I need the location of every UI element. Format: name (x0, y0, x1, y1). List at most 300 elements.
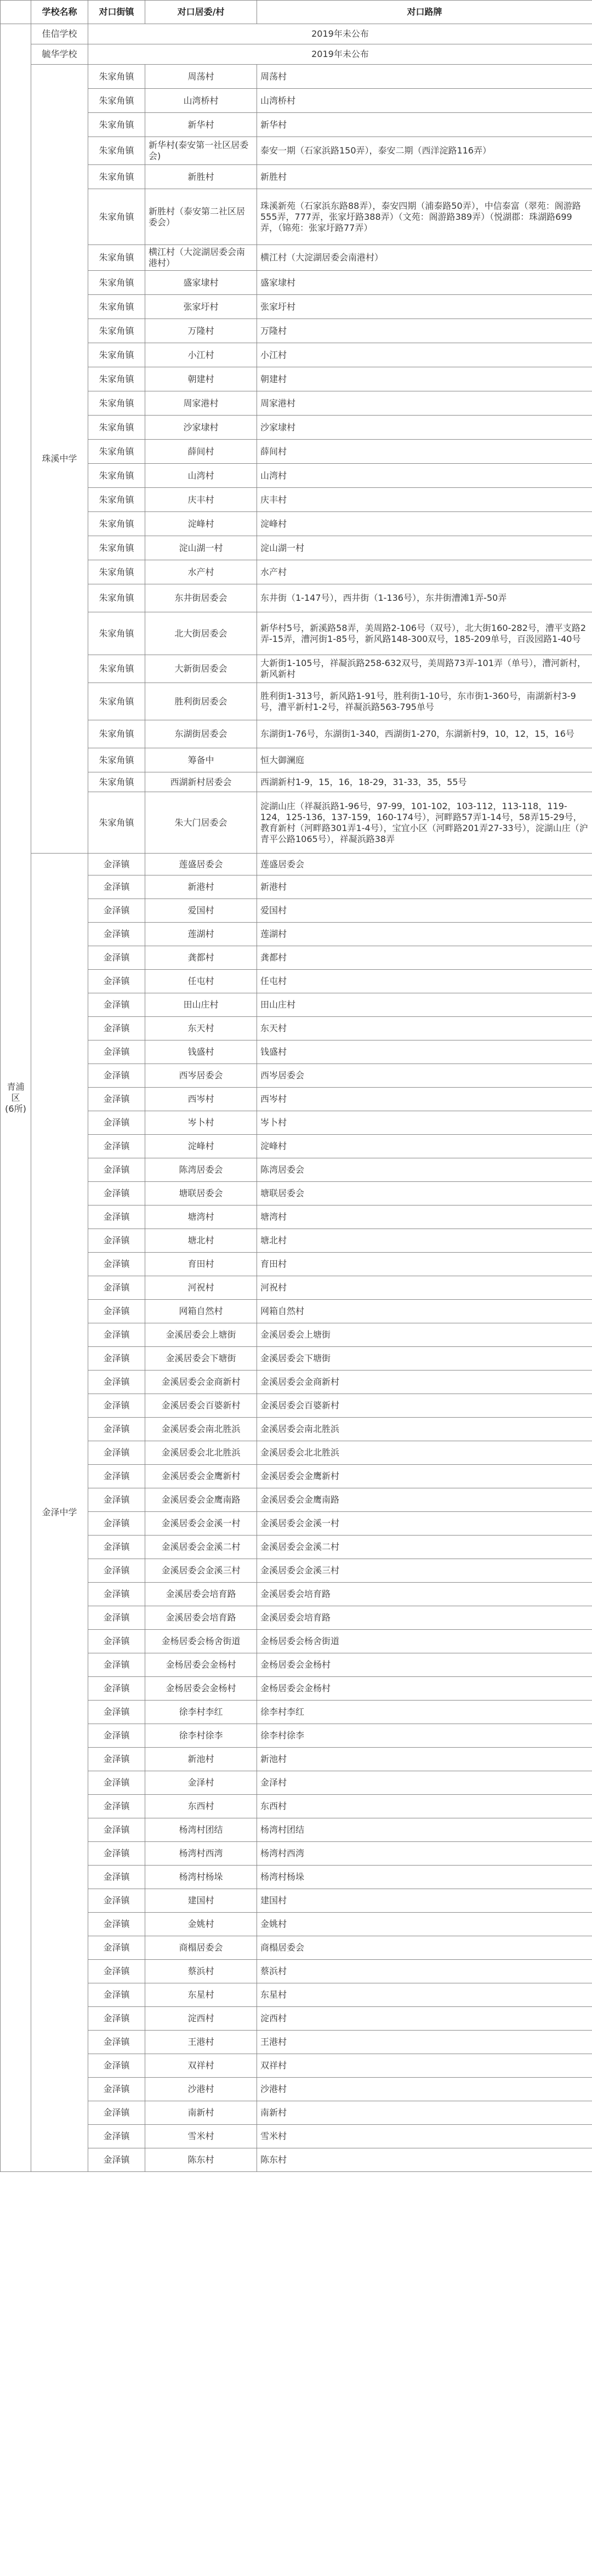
road-cell: 沙家埭村 (257, 416, 592, 440)
school-name: 佳信学校 (31, 24, 88, 44)
table-body (1, 24, 592, 2172)
road-cell: 杨湾村杨垛 (257, 1866, 592, 1889)
road-cell: 西岑居委会 (257, 1064, 592, 1088)
village-cell: 小江村 (145, 343, 257, 367)
village-cell: 金泽村 (145, 1771, 257, 1795)
village-cell: 东星村 (145, 1983, 257, 2007)
road-cell: 陈湾居委会 (257, 1158, 592, 1182)
village-cell: 王港村 (145, 2031, 257, 2054)
town-cell: 金泽镇 (88, 970, 145, 993)
town-cell: 金泽镇 (88, 1889, 145, 1913)
village-cell: 岑卜村 (145, 1111, 257, 1135)
town-cell: 金泽镇 (88, 1418, 145, 1441)
table-row (1, 970, 592, 993)
school-name: 珠溪中学 (31, 65, 88, 854)
table-row (1, 1441, 592, 1465)
town-cell: 朱家角镇 (88, 536, 145, 560)
road-cell: 商榻居委会 (257, 1936, 592, 1960)
village-cell: 淀山湖一村 (145, 536, 257, 560)
road-cell: 杨湾村西湾 (257, 1842, 592, 1866)
road-cell: 珠溪新苑（石家浜东路88弄），泰安四期（浦泰路50弄），中信泰富（翠苑：阁游路555弄，777弄，张家圩路388弄）（文苑：阁游路389弄）（悦湖郡：珠湖路699弄，（锦苑：张家圩路77弄） (257, 189, 592, 245)
town-cell: 金泽镇 (88, 1253, 145, 1276)
town-cell: 金泽镇 (88, 1088, 145, 1111)
road-cell: 爱国村 (257, 899, 592, 923)
town-cell: 金泽镇 (88, 1323, 145, 1347)
town-cell: 金泽镇 (88, 899, 145, 923)
town-cell: 金泽镇 (88, 2125, 145, 2148)
road-cell: 金杨居委会金杨村 (257, 1677, 592, 1701)
village-cell: 河祝村 (145, 1276, 257, 1300)
table-row (1, 137, 592, 165)
village-cell: 筹备中 (145, 748, 257, 772)
table-row (1, 2078, 592, 2101)
road-cell: 钱盛村 (257, 1040, 592, 1064)
town-cell: 金泽镇 (88, 1630, 145, 1653)
town-cell: 金泽镇 (88, 1111, 145, 1135)
table-row (1, 720, 592, 748)
table-row (1, 1182, 592, 1205)
town-cell: 金泽镇 (88, 1818, 145, 1842)
town-cell: 金泽镇 (88, 1795, 145, 1818)
table-row (1, 899, 592, 923)
village-cell: 塘联居委会 (145, 1182, 257, 1205)
road-cell: 建国村 (257, 1889, 592, 1913)
school-name: 金泽中学 (31, 854, 88, 2172)
village-cell: 育田村 (145, 1253, 257, 1276)
road-cell: 莲盛居委会 (257, 854, 592, 875)
town-cell: 朱家角镇 (88, 367, 145, 391)
road-cell: 万隆村 (257, 319, 592, 343)
table-row (1, 1253, 592, 1276)
village-cell: 商榻居委会 (145, 1936, 257, 1960)
road-cell: 东西村 (257, 1795, 592, 1818)
town-cell: 朱家角镇 (88, 65, 145, 89)
town-cell: 金泽镇 (88, 1205, 145, 1229)
table-row (1, 875, 592, 899)
village-cell: 水产村 (145, 560, 257, 584)
road-cell: 网箱自然村 (257, 1300, 592, 1323)
table-row (1, 165, 592, 189)
town-cell: 金泽镇 (88, 1135, 145, 1158)
road-cell: 陈东村 (257, 2148, 592, 2172)
road-cell: 大新街1-105号，祥凝浜路258-632双号，美周路73弄-101弄（单号），漕河新村，新风新村 (257, 655, 592, 683)
town-cell: 朱家角镇 (88, 189, 145, 245)
town-cell: 朱家角镇 (88, 89, 145, 113)
road-cell: 金溪居委会培育路 (257, 1606, 592, 1630)
village-cell: 金溪居委会金溪三村 (145, 1559, 257, 1583)
header-row (1, 1, 592, 24)
table-row (1, 1064, 592, 1088)
table-row (1, 1559, 592, 1583)
village-cell: 张家圩村 (145, 295, 257, 319)
table-row (1, 1488, 592, 1512)
table-row (1, 1465, 592, 1488)
road-cell: 金溪居委会培育路 (257, 1583, 592, 1606)
table-row (1, 24, 592, 44)
town-cell: 朱家角镇 (88, 137, 145, 165)
road-cell: 横江村（大淀湖居委会南港村） (257, 245, 592, 271)
table-row (1, 1323, 592, 1347)
town-cell: 金泽镇 (88, 1064, 145, 1088)
road-cell: 金姚村 (257, 1913, 592, 1936)
road-cell: 南新村 (257, 2101, 592, 2125)
town-cell: 金泽镇 (88, 1653, 145, 1677)
village-cell: 金姚村 (145, 1913, 257, 1936)
road-cell: 张家圩村 (257, 295, 592, 319)
town-cell: 金泽镇 (88, 2054, 145, 2078)
town-cell: 朱家角镇 (88, 683, 145, 720)
village-cell: 陈湾居委会 (145, 1158, 257, 1182)
table-row (1, 612, 592, 655)
table-row (1, 245, 592, 271)
road-cell: 东湖街1-76号，东湖街1-340，西湖街1-270，东湖新村9，10，12，15，16号 (257, 720, 592, 748)
town-cell: 金泽镇 (88, 1300, 145, 1323)
village-cell: 雪米村 (145, 2125, 257, 2148)
village-cell: 金杨居委会金杨村 (145, 1677, 257, 1701)
road-cell: 金溪居委会南北胜浜 (257, 1418, 592, 1441)
village-cell: 西岑居委会 (145, 1064, 257, 1088)
road-cell: 杨湾村团结 (257, 1818, 592, 1842)
table-row (1, 748, 592, 772)
road-cell: 淀峰村 (257, 512, 592, 536)
village-cell: 金溪居委会培育路 (145, 1606, 257, 1630)
table-row (1, 1913, 592, 1936)
town-cell: 金泽镇 (88, 2031, 145, 2054)
village-cell: 金溪居委会金溪一村 (145, 1512, 257, 1536)
village-cell: 横江村（大淀湖居委会南港村） (145, 245, 257, 271)
village-cell: 塘北村 (145, 1229, 257, 1253)
village-cell: 双祥村 (145, 2054, 257, 2078)
road-cell: 金溪居委会北北胜浜 (257, 1441, 592, 1465)
table-row (1, 113, 592, 137)
table-row (1, 792, 592, 854)
header-school: 学校名称 (31, 1, 88, 24)
road-cell: 王港村 (257, 2031, 592, 2054)
table-row (1, 1276, 592, 1300)
town-cell: 金泽镇 (88, 1936, 145, 1960)
road-cell: 金溪居委会金商新村 (257, 1371, 592, 1394)
road-cell: 西湖新村1-9，15，16，18-29，31-33，35，55号 (257, 772, 592, 792)
village-cell: 金溪居委会南北胜浜 (145, 1418, 257, 1441)
table-row (1, 2054, 592, 2078)
town-cell: 朱家角镇 (88, 772, 145, 792)
village-cell: 陈东村 (145, 2148, 257, 2172)
table-row (1, 295, 592, 319)
town-cell: 朱家角镇 (88, 245, 145, 271)
town-cell: 金泽镇 (88, 1677, 145, 1701)
village-cell: 淀西村 (145, 2007, 257, 2031)
town-cell: 朱家角镇 (88, 295, 145, 319)
table-row (1, 1347, 592, 1371)
road-cell: 蔡浜村 (257, 1960, 592, 1983)
village-cell: 新华村(泰安第一社区居委会) (145, 137, 257, 165)
table-row (1, 1606, 592, 1630)
road-cell: 金溪居委会上塘街 (257, 1323, 592, 1347)
road-cell: 盛家埭村 (257, 271, 592, 295)
village-cell: 淀峰村 (145, 512, 257, 536)
town-cell: 金泽镇 (88, 1536, 145, 1559)
road-cell: 朝建村 (257, 367, 592, 391)
town-cell: 朱家角镇 (88, 391, 145, 416)
village-cell: 杨湾村西湾 (145, 1842, 257, 1866)
table-row (1, 1795, 592, 1818)
village-cell: 胜利街居委会 (145, 683, 257, 720)
village-cell: 东湖街居委会 (145, 720, 257, 748)
table-row (1, 44, 592, 65)
table-row (1, 1088, 592, 1111)
table-row (1, 655, 592, 683)
road-cell: 育田村 (257, 1253, 592, 1276)
table-row (1, 1394, 592, 1418)
town-cell: 金泽镇 (88, 1748, 145, 1771)
road-cell: 田山庄村 (257, 993, 592, 1017)
village-cell: 金溪居委会百婆新村 (145, 1394, 257, 1418)
road-cell: 淀山湖一村 (257, 536, 592, 560)
town-cell: 朱家角镇 (88, 464, 145, 488)
header-road: 对口路牌 (257, 1, 592, 24)
village-cell: 新池村 (145, 1748, 257, 1771)
village-cell: 金溪居委会金商新村 (145, 1371, 257, 1394)
road-cell: 金溪居委会百婆新村 (257, 1394, 592, 1418)
table-row (1, 512, 592, 536)
road-cell: 山湾桥村 (257, 89, 592, 113)
town-cell: 朱家角镇 (88, 584, 145, 612)
village-cell: 金溪居委会下塘街 (145, 1347, 257, 1371)
table-row (1, 1842, 592, 1866)
table-row (1, 1536, 592, 1559)
road-cell: 河祝村 (257, 1276, 592, 1300)
table-row (1, 65, 592, 89)
town-cell: 朱家角镇 (88, 165, 145, 189)
table-row (1, 584, 592, 612)
town-cell: 朱家角镇 (88, 488, 145, 512)
town-cell: 金泽镇 (88, 875, 145, 899)
header-town: 对口街镇 (88, 1, 145, 24)
village-cell: 塘湾村 (145, 1205, 257, 1229)
road-cell: 莲湖村 (257, 923, 592, 946)
village-cell: 金溪居委会上塘街 (145, 1323, 257, 1347)
road-cell: 恒大御澜庭 (257, 748, 592, 772)
town-cell: 金泽镇 (88, 1158, 145, 1182)
village-cell: 新华村 (145, 113, 257, 137)
table-row (1, 772, 592, 792)
road-cell: 雪米村 (257, 2125, 592, 2148)
table-row (1, 1983, 592, 2007)
town-cell: 金泽镇 (88, 1866, 145, 1889)
village-cell: 庆丰村 (145, 488, 257, 512)
town-cell: 朱家角镇 (88, 612, 145, 655)
table-row (1, 1889, 592, 1913)
town-cell: 金泽镇 (88, 1017, 145, 1040)
table-row (1, 1583, 592, 1606)
table-row (1, 343, 592, 367)
road-cell: 新胜村 (257, 165, 592, 189)
road-cell: 淀峰村 (257, 1135, 592, 1158)
road-cell: 金溪居委会金溪二村 (257, 1536, 592, 1559)
village-cell: 新港村 (145, 875, 257, 899)
district-header (1, 1, 31, 24)
road-cell: 新华村5号，新溪路58弄，美周路2-106号（双号），北大街160-282号，漕平支路2弄-15弄，漕河街1-85号，新风路148-300双号，185-209单号，百汲园路1-40号 (257, 612, 592, 655)
town-cell: 金泽镇 (88, 2148, 145, 2172)
table-row (1, 993, 592, 1017)
table-row (1, 2125, 592, 2148)
village-cell: 西岑村 (145, 1088, 257, 1111)
town-cell: 朱家角镇 (88, 271, 145, 295)
road-cell: 淀湖山庄（祥凝浜路1-96号，97-99，101-102，103-112，113-118，119-124，125-136，137-159，160-174号），河畔路57弄1-14号，58弄15-29号，教育新村（河畔路301弄1-4号），宝宜小区（河畔路201弄27-33号），淀湖山庄（沪青平公路1065号），祥凝浜路38弄 (257, 792, 592, 854)
town-cell: 金泽镇 (88, 1583, 145, 1606)
town-cell: 金泽镇 (88, 1394, 145, 1418)
village-cell: 金杨居委会金杨村 (145, 1653, 257, 1677)
town-cell: 金泽镇 (88, 1441, 145, 1465)
town-cell: 金泽镇 (88, 1465, 145, 1488)
village-cell: 金溪居委会金溪二村 (145, 1536, 257, 1559)
village-cell: 盛家埭村 (145, 271, 257, 295)
town-cell: 金泽镇 (88, 1488, 145, 1512)
road-cell: 薛间村 (257, 440, 592, 464)
town-cell: 金泽镇 (88, 2101, 145, 2125)
village-cell: 龚都村 (145, 946, 257, 970)
village-cell: 万隆村 (145, 319, 257, 343)
village-cell: 田山庄村 (145, 993, 257, 1017)
road-cell: 山湾村 (257, 464, 592, 488)
village-cell: 朝建村 (145, 367, 257, 391)
village-cell: 徐李村徐李 (145, 1724, 257, 1748)
village-cell: 金杨居委会杨舍街道 (145, 1630, 257, 1653)
school-name: 毓华学校 (31, 44, 88, 65)
table-row (1, 1771, 592, 1795)
village-cell: 沙家埭村 (145, 416, 257, 440)
town-cell: 金泽镇 (88, 1842, 145, 1866)
road-cell: 水产村 (257, 560, 592, 584)
village-cell: 莲盛居委会 (145, 854, 257, 875)
table-row (1, 923, 592, 946)
road-cell: 金杨居委会杨舍街道 (257, 1630, 592, 1653)
village-cell: 周家港村 (145, 391, 257, 416)
road-cell: 东天村 (257, 1017, 592, 1040)
town-cell: 金泽镇 (88, 2007, 145, 2031)
town-cell: 朱家角镇 (88, 655, 145, 683)
village-cell: 新胜村 (145, 165, 257, 189)
table-row (1, 189, 592, 245)
table-row (1, 416, 592, 440)
road-cell: 龚都村 (257, 946, 592, 970)
town-cell: 朱家角镇 (88, 113, 145, 137)
town-cell: 朱家角镇 (88, 720, 145, 748)
district-cell: 青浦区 (6所) (1, 24, 31, 2172)
table-row (1, 1512, 592, 1536)
table-row (1, 536, 592, 560)
town-cell: 朱家角镇 (88, 416, 145, 440)
village-cell: 蔡浜村 (145, 1960, 257, 1983)
road-cell: 双祥村 (257, 2054, 592, 2078)
road-cell: 金泽村 (257, 1771, 592, 1795)
town-cell: 金泽镇 (88, 1983, 145, 2007)
village-cell: 杨湾村杨垛 (145, 1866, 257, 1889)
village-cell: 网箱自然村 (145, 1300, 257, 1323)
road-cell: 西岑村 (257, 1088, 592, 1111)
village-cell: 东西村 (145, 1795, 257, 1818)
table-row (1, 488, 592, 512)
town-cell: 金泽镇 (88, 854, 145, 875)
road-cell: 泰安一期（石家浜路150弄），泰安二期（西洋淀路116弄） (257, 137, 592, 165)
town-cell: 金泽镇 (88, 1182, 145, 1205)
table-row (1, 1371, 592, 1394)
table-row (1, 464, 592, 488)
table-row (1, 683, 592, 720)
town-cell: 金泽镇 (88, 1040, 145, 1064)
town-cell: 金泽镇 (88, 1512, 145, 1536)
table-row (1, 2007, 592, 2031)
village-cell: 爱国村 (145, 899, 257, 923)
road-cell: 庆丰村 (257, 488, 592, 512)
table-row (1, 1300, 592, 1323)
table-row (1, 319, 592, 343)
note-cell: 2019年未公布 (88, 24, 592, 44)
town-cell: 金泽镇 (88, 1960, 145, 1983)
town-cell: 金泽镇 (88, 1276, 145, 1300)
village-cell: 金溪居委会培育路 (145, 1583, 257, 1606)
village-cell: 建国村 (145, 1889, 257, 1913)
road-cell: 金溪居委会金溪一村 (257, 1512, 592, 1536)
village-cell: 东天村 (145, 1017, 257, 1040)
town-cell: 金泽镇 (88, 1606, 145, 1630)
table-row (1, 1229, 592, 1253)
road-cell: 岑卜村 (257, 1111, 592, 1135)
table-row (1, 2101, 592, 2125)
town-cell: 金泽镇 (88, 923, 145, 946)
table-row (1, 1040, 592, 1064)
village-cell: 淀峰村 (145, 1135, 257, 1158)
road-cell: 任屯村 (257, 970, 592, 993)
village-cell: 徐李村李红 (145, 1701, 257, 1724)
village-cell: 朱大门居委会 (145, 792, 257, 854)
road-cell: 金溪居委会金溪三村 (257, 1559, 592, 1583)
village-cell: 钱盛村 (145, 1040, 257, 1064)
table-row (1, 271, 592, 295)
town-cell: 朱家角镇 (88, 343, 145, 367)
table-row (1, 89, 592, 113)
road-cell: 金溪居委会金鹰新村 (257, 1465, 592, 1488)
table-row (1, 1158, 592, 1182)
village-cell: 北大街居委会 (145, 612, 257, 655)
table-row (1, 1418, 592, 1441)
town-cell: 金泽镇 (88, 1229, 145, 1253)
town-cell: 朱家角镇 (88, 512, 145, 536)
table-row (1, 560, 592, 584)
village-cell: 莲湖村 (145, 923, 257, 946)
village-cell: 山湾村 (145, 464, 257, 488)
table-row (1, 1866, 592, 1889)
road-cell: 新港村 (257, 875, 592, 899)
road-cell: 小江村 (257, 343, 592, 367)
road-cell: 东星村 (257, 1983, 592, 2007)
road-cell: 胜利街1-313号，新风路1-91号，胜利街1-10号，东市街1-360号，南湖新村3-9号，漕平新村1-2号，祥凝浜路563-795单号 (257, 683, 592, 720)
town-cell: 金泽镇 (88, 946, 145, 970)
town-cell: 金泽镇 (88, 1913, 145, 1936)
town-cell: 金泽镇 (88, 1371, 145, 1394)
table-row (1, 1936, 592, 1960)
town-cell: 朱家角镇 (88, 792, 145, 854)
road-cell: 塘湾村 (257, 1205, 592, 1229)
table-row (1, 854, 592, 875)
village-cell: 金溪居委会金鹰新村 (145, 1465, 257, 1488)
village-cell: 西湖新村居委会 (145, 772, 257, 792)
town-cell: 朱家角镇 (88, 748, 145, 772)
road-cell: 金杨居委会金杨村 (257, 1653, 592, 1677)
header-village: 对口居委/村 (145, 1, 257, 24)
village-cell: 薛间村 (145, 440, 257, 464)
town-cell: 金泽镇 (88, 1701, 145, 1724)
